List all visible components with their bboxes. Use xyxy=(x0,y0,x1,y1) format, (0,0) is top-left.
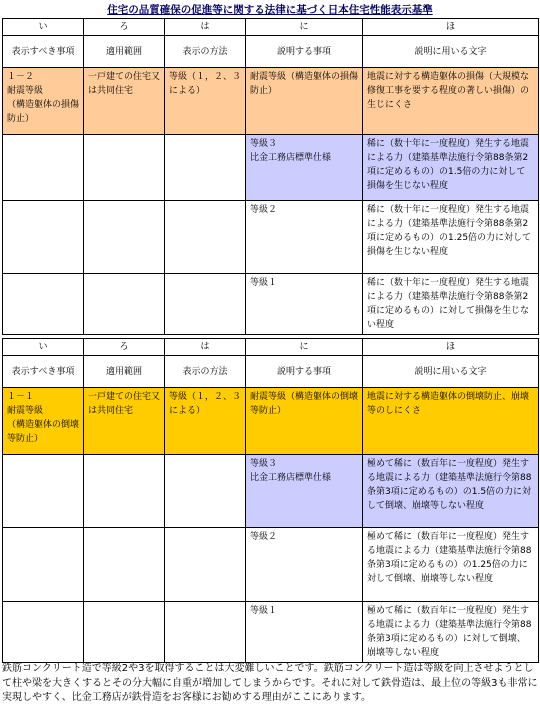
grade-row xyxy=(3,135,539,201)
grade-desc: 極めて稀に（数百年に一度程度）発生する地震による力（建築基準法施行令第88条第3項に定めるもの）に対して倒壊、崩壊等しない程度 xyxy=(363,602,539,663)
item-sub: （構造躯体の倒壊等防止） xyxy=(7,420,80,444)
main-row xyxy=(3,68,539,135)
col-letter: に xyxy=(246,339,363,356)
column-header-row xyxy=(3,356,539,388)
item-cell xyxy=(3,388,84,455)
col-header-method: 表示の方法 xyxy=(165,36,246,68)
grade-row xyxy=(3,528,539,602)
footnote-text: 鉄筋コンクリート造で等級2や3を取得することは大変難しいことです。鉄筋コンクリート造は等級を向上させようとして柱や梁を大きくするとその分大幅に自重が増加してしまうからです。それに対して鉄骨造は、最上位の等級3も非常に実現しやすく、比金工務店が鉄骨造をお客様にお勧めする理由がここにあります。 xyxy=(2,663,538,703)
method-cell: 等級（１，２、３による） xyxy=(165,68,246,135)
grade-label: 等級２ xyxy=(250,532,278,542)
empty-cell xyxy=(3,455,84,528)
method-cell: 等級（１，２、３による） xyxy=(165,388,246,455)
empty-cell xyxy=(84,602,165,663)
col-letter: ろ xyxy=(84,339,165,356)
empty-cell xyxy=(3,274,84,335)
grade-cell xyxy=(246,201,363,274)
page-title: 住宅の品質確保の促進等に関する法律に基づく日本住宅性能表示基準 xyxy=(107,4,433,16)
empty-cell xyxy=(165,201,246,274)
col-letter: い xyxy=(3,19,84,36)
grade-desc: 稀に（数十年に一度程度）発生する地震による力（建築基準法施行令第88条第2項に定めるもの）の1.25倍の力に対して損傷を生じない程度 xyxy=(363,201,539,274)
item-code: １－２ xyxy=(7,72,35,82)
grade-desc: 稀に（数十年に一度程度）発生する地震による力（建築基準法施行令第88条第2項に定めるもの）の1.5倍の力に対して損傷を生じない程度 xyxy=(363,135,539,201)
grade-cell xyxy=(246,135,363,201)
item-cell xyxy=(3,68,84,135)
standard-spec-note: 比金工務店標準仕様 xyxy=(250,473,332,483)
grade-cell xyxy=(246,602,363,663)
performance-table-damage xyxy=(2,18,539,335)
grade-cell xyxy=(246,528,363,602)
empty-cell xyxy=(84,135,165,201)
col-header-item: 表示すべき事項 xyxy=(3,356,84,388)
grade-desc: 極めて稀に（数百年に一度程度）発生する地震による力（建築基準法施行令第88条第3項に定めるもの）の1.25倍の力に対して倒壊、崩壊等しない程度 xyxy=(363,528,539,602)
main-row xyxy=(3,388,539,455)
grade-label: 等級３ xyxy=(250,139,278,149)
explain-cell: 耐震等級（構造躯体の損傷防止） xyxy=(246,68,363,135)
grade-desc: 極めて稀に（数百年に一度程度）発生する地震による力（建築基準法施行令第88条第3項に定めるもの）の1.5倍の力に対して倒壊、崩壊等しない程度 xyxy=(363,455,539,528)
empty-cell xyxy=(84,274,165,335)
empty-cell xyxy=(165,455,246,528)
empty-cell xyxy=(165,274,246,335)
item-sub: （構造躯体の損傷防止） xyxy=(7,100,80,124)
grade-label: 等級１ xyxy=(250,606,278,616)
col-letter: は xyxy=(165,339,246,356)
col-header-explain: 説明する事項 xyxy=(246,356,363,388)
empty-cell xyxy=(3,602,84,663)
empty-cell xyxy=(84,455,165,528)
col-letter: ほ xyxy=(363,19,539,36)
grade-row xyxy=(3,455,539,528)
col-header-text: 説明に用いる文字 xyxy=(363,356,539,388)
empty-cell xyxy=(165,135,246,201)
scope-cell: 一戸建ての住宅又は共同住宅 xyxy=(84,68,165,135)
column-header-row xyxy=(3,36,539,68)
empty-cell xyxy=(84,201,165,274)
col-letter: ろ xyxy=(84,19,165,36)
item-name: 耐震等級 xyxy=(7,86,44,96)
col-letter: い xyxy=(3,339,84,356)
column-letter-row xyxy=(3,339,539,356)
grade-cell xyxy=(246,455,363,528)
performance-table-collapse xyxy=(2,338,539,663)
empty-cell xyxy=(3,201,84,274)
col-letter: は xyxy=(165,19,246,36)
col-header-item: 表示すべき事項 xyxy=(3,36,84,68)
text-cell: 地震に対する構造躯体の倒壊防止、崩壊等のしにくさ xyxy=(363,388,539,455)
empty-cell xyxy=(165,528,246,602)
grade-label: 等級２ xyxy=(250,205,278,215)
col-header-explain: 説明する事項 xyxy=(246,36,363,68)
empty-cell xyxy=(3,528,84,602)
item-code: １－１ xyxy=(7,392,35,402)
col-letter: に xyxy=(246,19,363,36)
grade-row xyxy=(3,274,539,335)
grade-label: 等級３ xyxy=(250,459,278,469)
standard-spec-note: 比金工務店標準仕様 xyxy=(250,153,332,163)
col-header-text: 説明に用いる文字 xyxy=(363,36,539,68)
grade-row xyxy=(3,201,539,274)
col-header-scope: 適用範囲 xyxy=(84,356,165,388)
col-header-scope: 適用範囲 xyxy=(84,36,165,68)
empty-cell xyxy=(165,602,246,663)
grade-cell xyxy=(246,274,363,335)
grade-desc: 稀に（数十年に一度程度）発生する地震による力（建築基準法施行令第88条第2項に定めるもの）に対して損傷を生じない程度 xyxy=(363,274,539,335)
grade-label: 等級１ xyxy=(250,278,278,288)
column-letter-row xyxy=(3,19,539,36)
scope-cell: 一戸建ての住宅又は共同住宅 xyxy=(84,388,165,455)
col-header-method: 表示の方法 xyxy=(165,356,246,388)
text-cell: 地震に対する構造躯体の損傷（大規模な修復工事を要する程度の著しい損傷）の生じにくさ xyxy=(363,68,539,135)
item-name: 耐震等級 xyxy=(7,406,44,416)
empty-cell xyxy=(3,135,84,201)
empty-cell xyxy=(84,528,165,602)
col-letter: ほ xyxy=(363,339,539,356)
grade-row xyxy=(3,602,539,663)
explain-cell: 耐震等級（構造躯体の倒壊等防止） xyxy=(246,388,363,455)
